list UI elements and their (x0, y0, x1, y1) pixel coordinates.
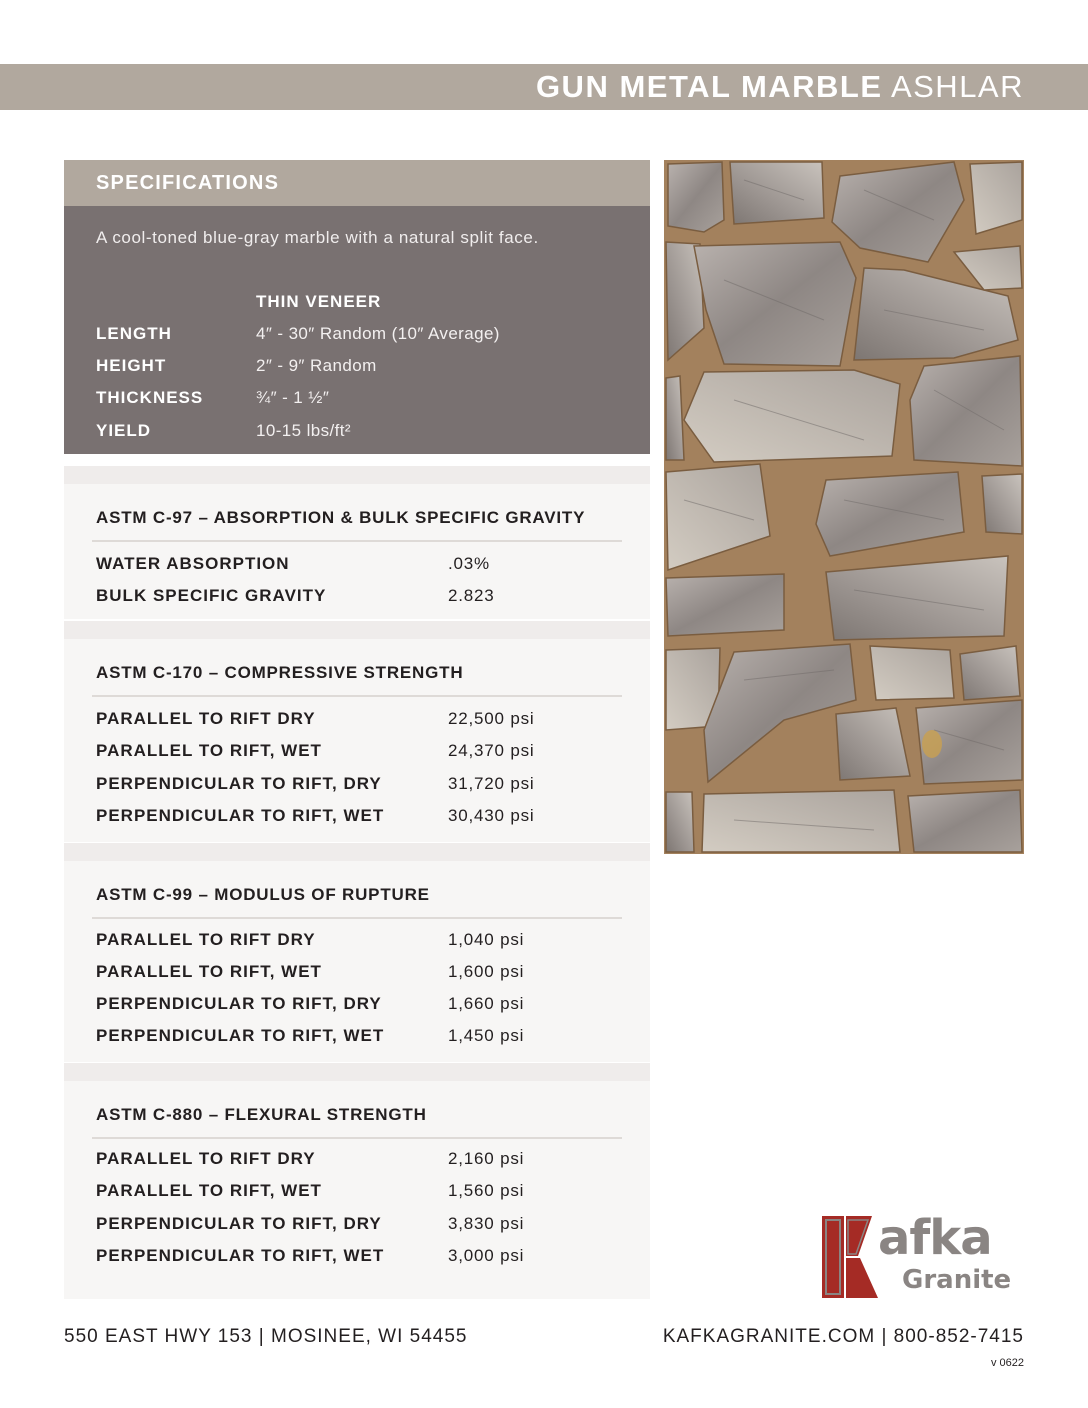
spec-value: 4″ - 30″ Random (10″ Average) (256, 324, 500, 343)
test-row (96, 1181, 616, 1207)
title-bold: GUN METAL MARBLE (535, 69, 883, 104)
test-row (96, 774, 616, 800)
test-row (96, 709, 616, 735)
test-row (96, 962, 616, 988)
logo-wordmark: afka (878, 1210, 992, 1266)
page-title (536, 69, 1024, 105)
spec-row-thickness (96, 388, 636, 414)
spec-value: ¾″ - 1 ½″ (256, 388, 330, 407)
astm-c99-panel (64, 843, 650, 1062)
test-label: PERPENDICULAR TO RIFT, WET (96, 806, 385, 825)
test-row (96, 741, 616, 767)
spec-label: LENGTH (96, 324, 172, 343)
spec-row-height (96, 356, 636, 382)
specifications-panel (64, 206, 650, 454)
test-label: PARALLEL TO RIFT DRY (96, 709, 316, 728)
test-label: PARALLEL TO RIFT DRY (96, 1149, 316, 1168)
test-label: WATER ABSORPTION (96, 554, 290, 573)
divider (92, 917, 622, 919)
spec-label: THICKNESS (96, 388, 204, 407)
astm-c880-panel (64, 1063, 650, 1299)
test-value: 30,430 psi (448, 806, 535, 825)
test-label: PARALLEL TO RIFT DRY (96, 930, 316, 949)
test-value: 2.823 (448, 586, 495, 605)
spec-row-yield (96, 421, 636, 447)
title-band (0, 64, 1088, 110)
test-heading: ASTM C-880 – FLEXURAL STRENGTH (96, 1105, 427, 1124)
test-value: 1,040 psi (448, 930, 525, 949)
spec-row-length (96, 324, 636, 350)
test-value: .03% (448, 554, 490, 573)
logo-subtitle: Granite (902, 1265, 1012, 1295)
footer-contact: KAFKAGRANITE.COM | 800-852-7415 (662, 1326, 1024, 1347)
test-row (96, 994, 616, 1020)
kafka-granite-logo (822, 1210, 1026, 1298)
stone-description: A cool-toned blue-gray marble with a natural split face. (96, 228, 539, 247)
test-value: 1,450 psi (448, 1026, 525, 1045)
spec-value: 10-15 lbs/ft² (256, 421, 351, 440)
specifications-header (64, 160, 650, 206)
test-label: PARALLEL TO RIFT, WET (96, 962, 322, 981)
test-label: PERPENDICULAR TO RIFT, DRY (96, 1214, 382, 1233)
test-value: 31,720 psi (448, 774, 535, 793)
test-label: BULK SPECIFIC GRAVITY (96, 586, 327, 605)
test-value: 22,500 psi (448, 709, 535, 728)
thin-veneer-column-header: THIN VENEER (256, 292, 382, 311)
test-heading: ASTM C-97 – ABSORPTION & BULK SPECIFIC GRAVITY (96, 508, 586, 527)
divider (92, 1137, 622, 1139)
spec-label: YIELD (96, 421, 152, 440)
test-row (96, 586, 616, 612)
test-value: 1,560 psi (448, 1181, 525, 1200)
astm-c170-panel (64, 621, 650, 842)
test-value: 24,370 psi (448, 741, 535, 760)
test-row (96, 1246, 616, 1272)
test-row (96, 1214, 616, 1240)
test-heading: ASTM C-170 – COMPRESSIVE STRENGTH (96, 663, 464, 682)
spec-label: HEIGHT (96, 356, 167, 375)
test-row (96, 1149, 616, 1175)
test-label: PARALLEL TO RIFT, WET (96, 1181, 322, 1200)
test-value: 2,160 psi (448, 1149, 525, 1168)
test-row (96, 554, 616, 580)
divider (92, 540, 622, 542)
stone-wall-photo (664, 160, 1024, 854)
footer-address: 550 EAST HWY 153 | MOSINEE, WI 54455 (64, 1326, 468, 1347)
test-row (96, 806, 616, 832)
astm-c97-panel (64, 466, 650, 619)
stone-wall-illustration (664, 160, 1024, 854)
version-label: v 0622 (990, 1357, 1024, 1369)
test-row (96, 930, 616, 956)
test-label: PERPENDICULAR TO RIFT, DRY (96, 774, 382, 793)
divider (92, 695, 622, 697)
test-label: PERPENDICULAR TO RIFT, WET (96, 1246, 385, 1265)
test-value: 3,000 psi (448, 1246, 525, 1265)
test-value: 1,600 psi (448, 962, 525, 981)
specifications-heading: SPECIFICATIONS (96, 172, 280, 194)
test-value: 1,660 psi (448, 994, 525, 1013)
test-label: PERPENDICULAR TO RIFT, DRY (96, 994, 382, 1013)
test-value: 3,830 psi (448, 1214, 525, 1233)
test-label: PERPENDICULAR TO RIFT, WET (96, 1026, 385, 1045)
test-label: PARALLEL TO RIFT, WET (96, 741, 322, 760)
title-light: ASHLAR (890, 69, 1024, 104)
test-heading: ASTM C-99 – MODULUS OF RUPTURE (96, 885, 430, 904)
spec-value: 2″ - 9″ Random (256, 356, 377, 375)
test-row (96, 1026, 616, 1052)
